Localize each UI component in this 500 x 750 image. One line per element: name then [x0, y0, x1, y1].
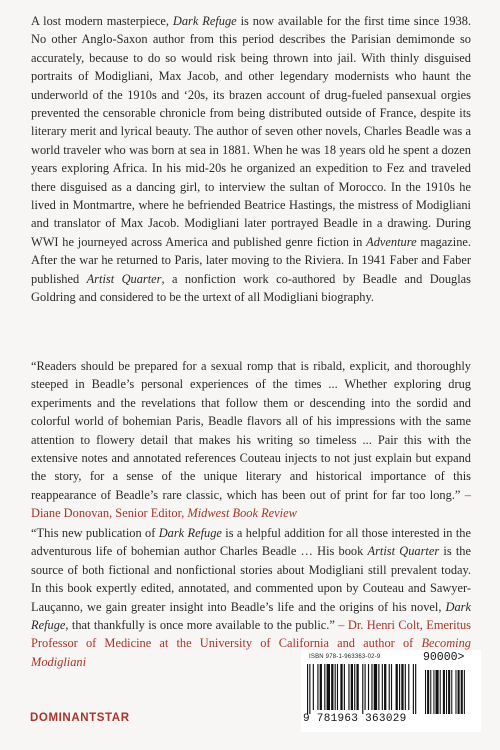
barcode-digits: 9 781963 363029 — [303, 713, 407, 725]
review-quote-1 — [31, 357, 471, 523]
isbn-label: ISBN 978-1-963363-02-9 — [309, 654, 381, 660]
barcode-bars — [305, 664, 477, 714]
barcode-bar — [396, 664, 398, 710]
addon-barcode-bar — [464, 670, 465, 714]
barcode-bar — [337, 664, 338, 710]
reviewer-name: – Diane Donovan, Senior Editor, — [31, 487, 471, 521]
review-quote-text: is the source of both fictional and nonfictional stories about Modigliani still prevalent today. In this book expertly edited, annotated, and commented upon by Couteau and Sawyer-Lauçanno, we gain greater insight into Beadle’s life and the origins of his novel, — [31, 544, 471, 614]
addon-barcode-bar — [436, 670, 439, 714]
addon-barcode-bar — [430, 670, 431, 714]
barcode-bar — [309, 664, 310, 714]
barcode-bar — [313, 664, 314, 710]
synopsis-text: magazine. After the war he returned to Paris, later moving to the Riviera. In 1941 Faber and Faber published — [31, 234, 471, 286]
addon-barcode-bar — [427, 670, 429, 714]
barcode-bar — [324, 664, 325, 710]
barcode-bar — [391, 664, 392, 710]
addon-barcode-bar — [458, 670, 460, 714]
synopsis-text: is now available for the first time since 1938. No other Anglo-Saxon author from this period describes the Parisian demimonde so accurately, because to do so would risk being thrown into jail. With thinly disguised portraits of Modigliani, Max Jacob, and other legendary modernists who haunt the underworld of the 1910s and ‘20s, its brazen account of drug-fueled pansexual orgies prevented the censorable chronicle from being distributed outside of France, despite its literary merit and lyrical beauty. The author of seven other novels, Charles Beadle was a world traveler who was born at sea in 1881. When he was 18 years old he spent a dozen years exploring Africa. In his mid-20s he organized an expedition to Fez and traveled there disguised as a dancing girl, to interview the sultan of Morocco. In the 1910s he lived in Montmartre, where he befriended Beatrice Hastings, the mistress of Modigliani and translator of Max Jacob. Modigliani later portrayed Beadle in a drawing. During WWI he journeyed across America and published genre fiction in — [31, 14, 472, 249]
barcode-bar — [415, 664, 416, 714]
barcode-bar — [368, 664, 369, 710]
synopsis-text: A lost modern masterpiece, — [31, 14, 173, 28]
barcode-bar — [354, 664, 355, 710]
barcode-bar — [374, 664, 377, 710]
barcode-bar — [362, 664, 363, 714]
barcode-bar — [405, 664, 406, 710]
review-quote-text: is a helpful addition for all those interested in the adventurous life of bohemian author Charles Beadle … His book — [31, 526, 471, 559]
isbn-barcode — [301, 650, 481, 732]
reviewer-name: – Dr. Henri Colt, Emeritus Professor of Medicine at the University of California and author of — [31, 618, 471, 651]
barcode-bar — [331, 664, 333, 710]
barcode-bar — [382, 664, 383, 710]
barcode-bar — [351, 664, 353, 710]
publisher-logo: DOMINANTSTAR — [30, 712, 130, 724]
addon-barcode-bar — [455, 670, 456, 714]
barcode-bar — [378, 664, 379, 710]
barcode-bar — [307, 664, 308, 714]
barcode-bar — [317, 664, 318, 710]
price-code: 90000> — [423, 651, 465, 664]
synopsis-book-title: Dark Refuge — [172, 14, 237, 28]
barcode-bar — [340, 664, 342, 710]
barcode-bar — [344, 664, 345, 710]
review-book-title: Artist Quarter — [367, 544, 440, 559]
synopsis-book-title: Artist Quarter — [86, 271, 162, 286]
barcode-bar — [348, 664, 349, 710]
addon-barcode-bar — [451, 670, 452, 714]
addon-barcode-bar — [440, 670, 441, 714]
barcode-bar — [365, 664, 366, 710]
barcode-bar — [327, 664, 330, 710]
synopsis-text: , a nonfiction work co-authored by Beadle and Douglas Goldring and considered to be the urtext of all Modigliani biography. — [31, 271, 471, 305]
barcode-bar — [384, 664, 386, 710]
barcode-bar — [389, 664, 390, 710]
review-book-title: Dark Refuge — [31, 599, 471, 633]
review-quote-text: “Readers should be prepared for a sexual romp that is ribald, explicit, and thoroughly steeped in Beadle’s personal experiences of the times ... Whether exploring drug experiments and the revelations that follow them or descending into the sordid and colorful world of bohemian Paris, Beadle flavors all of his impressions with the same attention to flowery detail that makes his writing so timeless ... Pair this with the extensive notes and annotated references Couteau injects to not just explain but expand the story, for a sense of the unique literary and historical importance of this reappearance of Beadle’s rare classic, which has been out of print for far too long.” — [31, 359, 471, 502]
barcode-bar — [320, 664, 322, 710]
barcode-bar — [356, 664, 358, 710]
barcode-bar — [401, 664, 403, 710]
addon-barcode-bar — [425, 670, 426, 714]
review-book-title: Dark Refuge — [158, 526, 222, 540]
addon-barcode-bar — [448, 670, 450, 714]
addon-barcode-bar — [433, 670, 434, 714]
barcode-bar — [335, 664, 336, 710]
addon-barcode-bar — [446, 670, 447, 714]
barcode-bar — [399, 664, 400, 710]
barcode-bar — [413, 664, 414, 714]
addon-barcode-bar — [461, 670, 463, 714]
addon-barcode-bar — [443, 670, 445, 714]
review-publication: Midwest Book Review — [187, 506, 297, 521]
review-quote-text: “This new publication of — [31, 526, 159, 540]
synopsis-magazine-title: Adventure — [366, 234, 417, 249]
barcode-bar — [408, 664, 409, 710]
synopsis-paragraph — [31, 12, 471, 307]
review-quote-text: , that thankfully is once more available to the public.” — [65, 618, 335, 633]
reviewer-book-title: Becoming Modigliani — [31, 636, 471, 669]
barcode-bar — [371, 664, 372, 710]
